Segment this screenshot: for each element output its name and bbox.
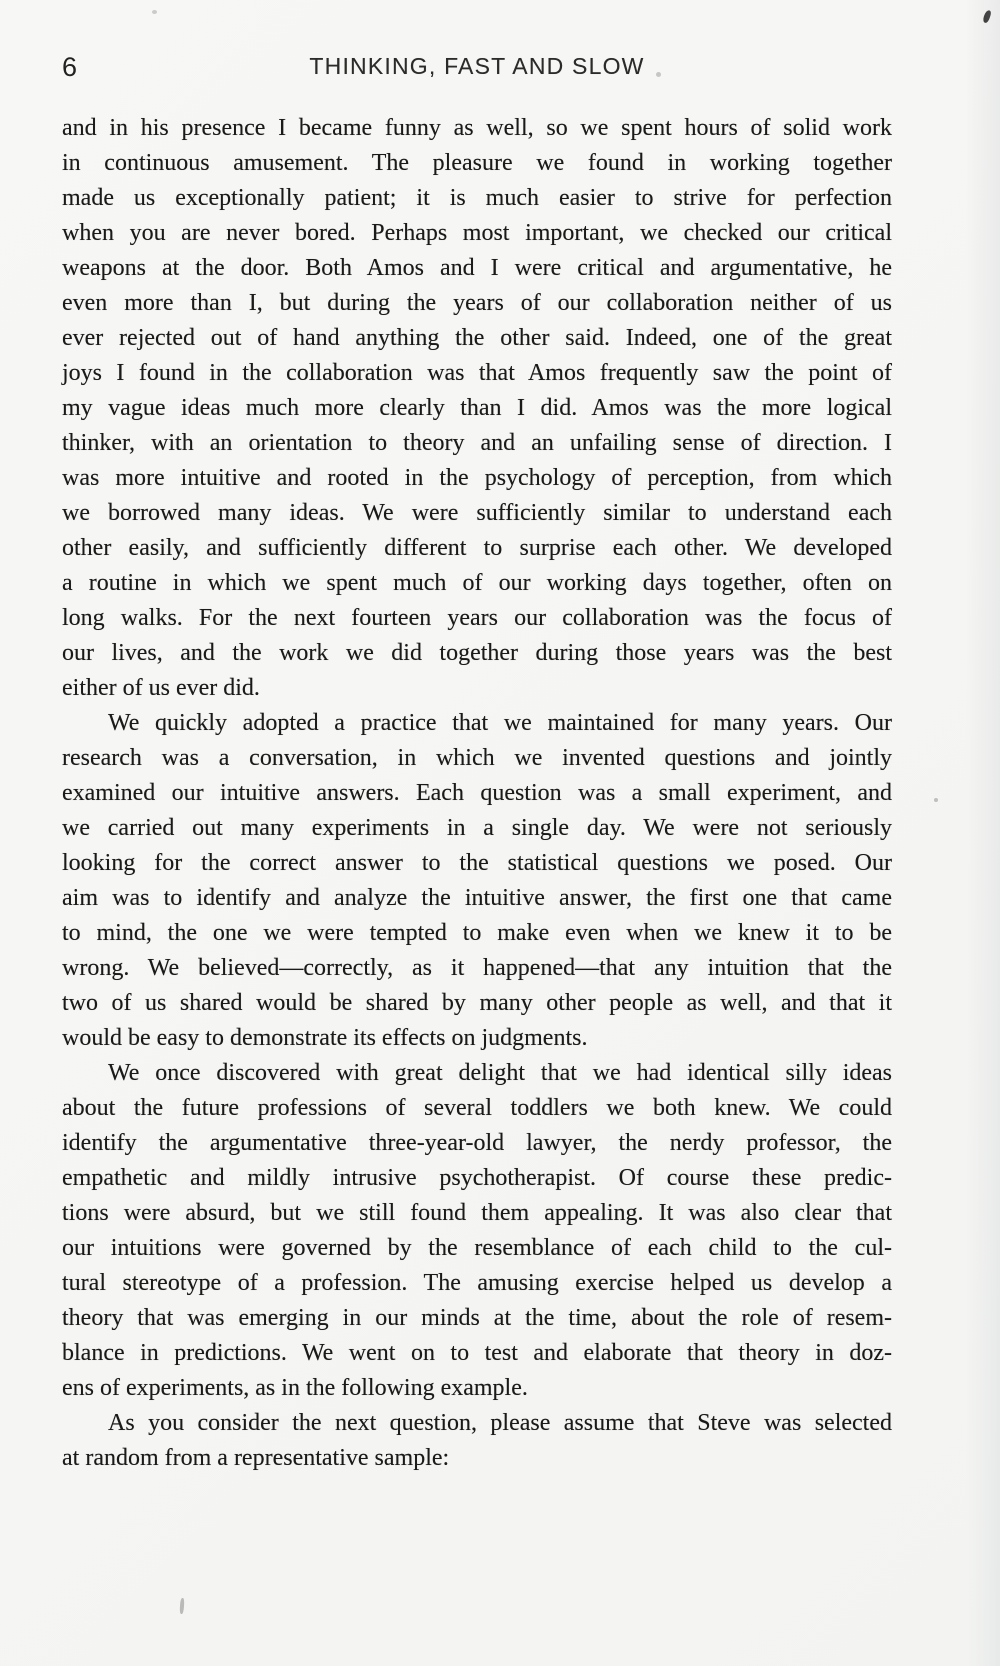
- text-line: thinker, with an orientation to theory and an unfailing sense of direction. I: [62, 430, 892, 456]
- text-line: examined our intuitive answers. Each question was a small experiment, and: [62, 780, 892, 806]
- text-line: blance in predictions. We went on to test and elaborate that theory in doz-: [62, 1340, 892, 1366]
- page-number: 6: [62, 52, 78, 82]
- text-line: about the future professions of several toddlers we both knew. We could: [62, 1095, 892, 1121]
- scan-edge-shadow: [966, 0, 1000, 1666]
- paragraph: [62, 1056, 892, 1406]
- text-line: made us exceptionally patient; it is much easier to strive for perfection: [62, 185, 892, 211]
- text-line: looking for the correct answer to the statistical questions we posed. Our: [62, 850, 892, 876]
- text-line: my vague ideas much more clearly than I did. Amos was the more logical: [62, 395, 892, 421]
- text-line: in continuous amusement. The pleasure we found in working together: [62, 150, 892, 176]
- text-line: identify the argumentative three-year-old lawyer, the nerdy professor, the: [62, 1130, 892, 1156]
- paragraph: [62, 111, 892, 706]
- text-line: tural stereotype of a profession. The amusing exercise helped us develop a: [62, 1270, 892, 1296]
- text-line: when you are never bored. Perhaps most important, we checked our critical: [62, 220, 892, 246]
- text-line: even more than I, but during the years of our collaboration neither of us: [62, 290, 892, 316]
- page-body: [62, 111, 892, 1476]
- text-line: aim was to identify and analyze the intuitive answer, the first one that came: [62, 885, 892, 911]
- text-line: We quickly adopted a practice that we maintained for many years. Our: [108, 710, 892, 736]
- text-line: our lives, and the work we did together during those years was the best: [62, 640, 892, 666]
- text-line: would be easy to demonstrate its effects on judgments.: [62, 1025, 588, 1051]
- text-line: at random from a representative sample:: [62, 1445, 450, 1471]
- text-line: our intuitions were governed by the resemblance of each child to the cul-: [62, 1235, 892, 1261]
- text-line: tions were absurd, but we still found them appealing. It was also clear that: [62, 1200, 892, 1226]
- text-line: weapons at the door. Both Amos and I were critical and argumentative, he: [62, 255, 892, 281]
- text-line: we borrowed many ideas. We were sufficiently similar to understand each: [62, 500, 892, 526]
- paragraph: [62, 1406, 892, 1476]
- paragraph: [62, 706, 892, 1056]
- text-line: we carried out many experiments in a single day. We were not seriously: [62, 815, 892, 841]
- text-line: We once discovered with great delight that we had identical silly ideas: [108, 1060, 892, 1086]
- text-line: either of us ever did.: [62, 675, 260, 701]
- scan-artifact: [934, 798, 938, 802]
- text-line: As you consider the next question, please assume that Steve was selected: [108, 1410, 892, 1436]
- text-line: other easily, and sufficiently different to surprise each other. We developed: [62, 535, 892, 561]
- text-line: wrong. We believed—correctly, as it happened—that any intuition that the: [62, 955, 892, 981]
- scan-artifact: [982, 9, 992, 23]
- scan-artifact: [179, 1598, 184, 1614]
- text-line: theory that was emerging in our minds at the time, about the role of resem-: [62, 1305, 892, 1331]
- text-line: long walks. For the next fourteen years our collaboration was the focus of: [62, 605, 892, 631]
- text-line: empathetic and mildly intrusive psychotherapist. Of course these predic-: [62, 1165, 892, 1191]
- running-header: THINKING, FAST AND SLOW: [309, 53, 645, 79]
- scan-artifact: [152, 10, 157, 14]
- page-header: [62, 50, 892, 88]
- text-line: a routine in which we spent much of our working days together, often on: [62, 570, 892, 596]
- text-line: to mind, the one we were tempted to make even when we knew it to be: [62, 920, 892, 946]
- text-line: was more intuitive and rooted in the psychology of perception, from which: [62, 465, 892, 491]
- text-line: and in his presence I became funny as well, so we spent hours of solid work: [62, 115, 892, 141]
- text-line: joys I found in the collaboration was that Amos frequently saw the point of: [62, 360, 892, 386]
- text-line: research was a conversation, in which we invented questions and jointly: [62, 745, 892, 771]
- text-line: ens of experiments, as in the following example.: [62, 1375, 528, 1401]
- text-line: ever rejected out of hand anything the other said. Indeed, one of the great: [62, 325, 892, 351]
- text-line: two of us shared would be shared by many other people as well, and that it: [62, 990, 892, 1016]
